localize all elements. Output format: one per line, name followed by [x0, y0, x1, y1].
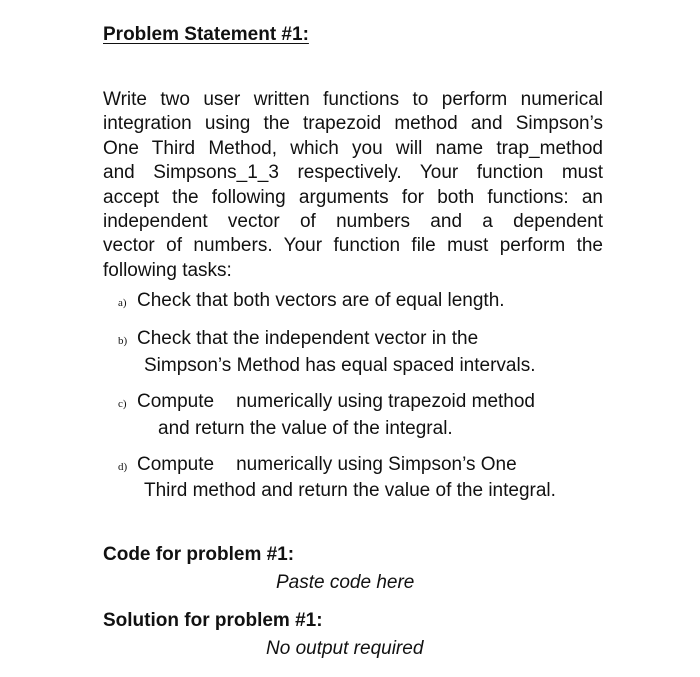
task-marker: b) — [118, 335, 128, 348]
description-line: independent vector of numbers and a dependent — [103, 211, 603, 233]
description-line: Write two user written functions to perform numerical — [103, 89, 603, 110]
problem-title: Problem Statement #1: — [103, 24, 309, 45]
task-item-b — [118, 327, 618, 378]
description-line: integration using the trapezoid method and Simpson’s — [103, 113, 603, 135]
problem-description — [103, 88, 603, 283]
task-text: numerically using trapezoid method — [236, 391, 535, 413]
task-text: Third method and return the value of the integral. — [144, 480, 556, 502]
task-text: numerically using Simpson’s One — [236, 454, 517, 476]
task-text: Check that both vectors are of equal length. — [137, 290, 505, 311]
task-list — [118, 289, 618, 516]
task-text: and return the value of the integral. — [158, 417, 453, 439]
description-line: One Third Method, which you will name trap_method — [103, 137, 603, 159]
task-text: Compute — [137, 454, 215, 476]
code-heading: Code for problem #1: — [103, 544, 295, 565]
task-text: Compute — [137, 391, 215, 413]
solution-note: No output required — [266, 638, 424, 659]
description-line: vector of numbers. Your function file must perform the — [103, 235, 603, 257]
task-marker: d) — [118, 461, 128, 474]
task-text: Check that the independent vector in the — [137, 328, 479, 350]
description-line: accept the following arguments for both functions: an — [103, 186, 603, 208]
description-line: following tasks: — [103, 259, 232, 281]
task-item-a — [118, 289, 618, 315]
task-marker: c) — [118, 398, 127, 411]
description-line: and Simpsons_1_3 respectively. Your function must — [103, 162, 603, 184]
solution-heading: Solution for problem #1: — [103, 610, 323, 631]
task-item-c — [118, 390, 618, 441]
task-text: Simpson’s Method has equal spaced intervals. — [144, 354, 536, 376]
task-marker: a) — [118, 297, 127, 309]
task-item-d — [118, 453, 618, 504]
code-placeholder: Paste code here — [276, 572, 415, 593]
